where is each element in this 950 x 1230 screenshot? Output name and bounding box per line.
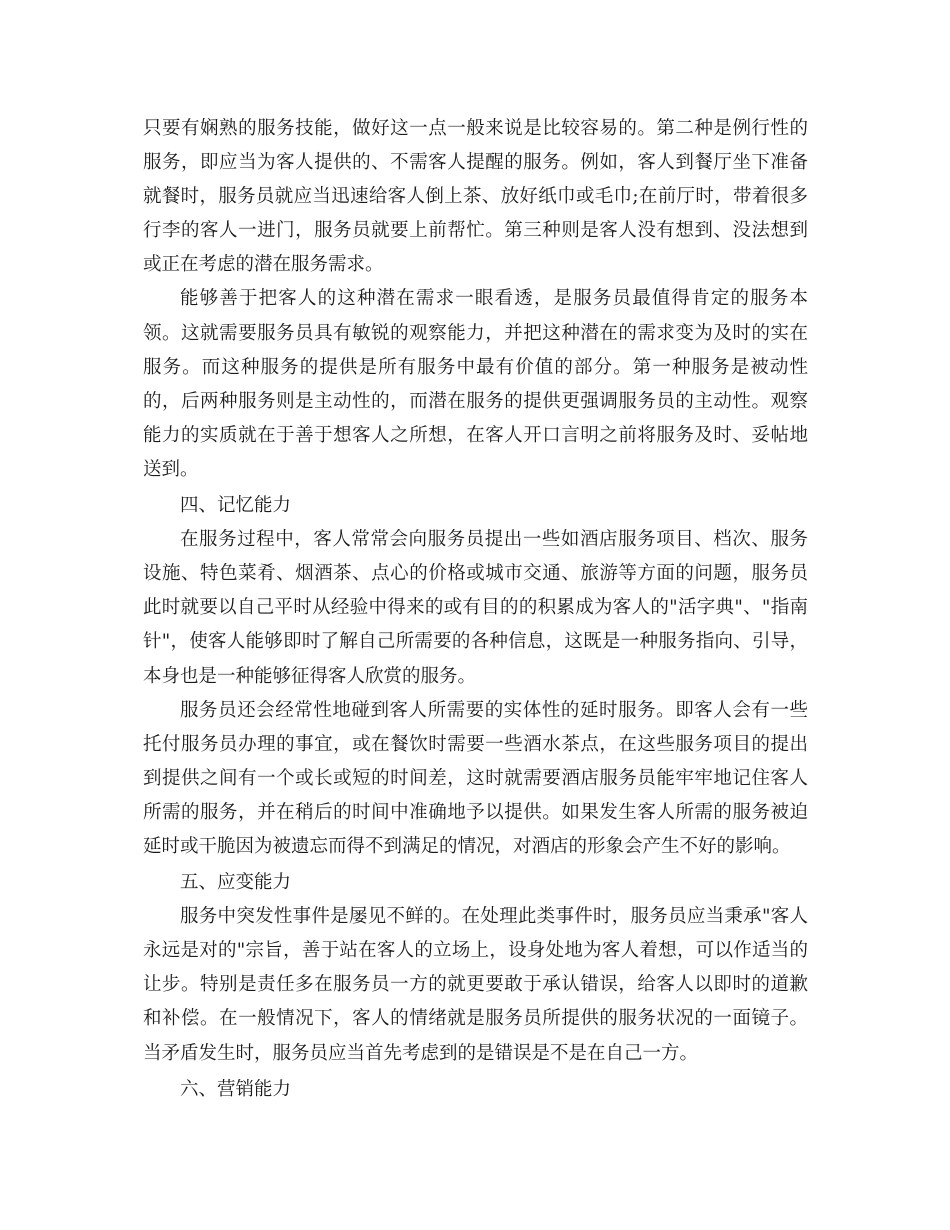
paragraph-adaptability: 服务中突发性事件是屡见不鲜的。在处理此类事件时，服务员应当秉承"客人永远是对的"宗旨，善于站在客人的立场上，设身处地为客人着想，可以作适当的让步。特别是责任多在服务员一方的就更要敢于承认错误，给客人以即时的道歉和补偿。在一般情况下，客人的情绪就是服务员所提供的服务状况的一面镜子。当矛盾发生时，服务员应当首先考虑到的是错误是不是在自己一方。 [143,906,808,1064]
section-heading-memory: 四、记忆能力 [180,495,292,517]
section-heading-marketing: 六、营销能力 [180,1078,292,1100]
paragraph-observation: 能够善于把客人的这种潜在需求一眼看透，是服务员最值得肯定的服务本领。这就需要服务员具有敏锐的观察能力，并把这种潜在的需求变为及时的实在服务。而这种服务的提供是所有服务中最有价值的部分。第一种服务是被动性的，后两种服务则是主动性的，而潜在服务的提供更强调服务员的主动性。观察能力的实质就在于善于想客人之所想，在客人开口言明之前将服务及时、妥帖地送到。 [143,288,808,480]
paragraph-memory-1: 在服务过程中，客人常常会向服务员提出一些如酒店服务项目、档次、服务设施、特色菜肴、烟酒茶、点心的价格或城市交通、旅游等方面的问题，服务员此时就要以自己平时从经验中得来的或有目的的积累成为客人的"活字典"、"指南针"，使客人能够即时了解自己所需要的各种信息，这既是一种服务指向、引导，本身也是一种能够征得客人欣赏的服务。 [143,529,808,687]
paragraph-memory-2: 服务员还会经常性地碰到客人所需要的实体性的延时服务。即客人会有一些托付服务员办理的事宜，或在餐饮时需要一些酒水茶点，在这些服务项目的提出到提供之间有一个或长或短的时间差，这时就需要酒店服务员能牢牢地记住客人所需的服务，并在稍后的时间中准确地予以提供。如果发生客人所需的服务被迫延时或干脆因为被遗忘而得不到满足的情况，对酒店的形象会产生不好的影响。 [143,699,808,857]
section-heading-adaptability: 五、应变能力 [180,872,292,894]
document-page [143,112,808,1107]
paragraph-continuation: 只要有娴熟的服务技能，做好这一点一般来说是比较容易的。第二种是例行性的服务，即应当为客人提供的、不需客人提醒的服务。例如，客人到餐厅坐下准备就餐时，服务员就应当迅速给客人倒上茶、放好纸巾或毛巾;在前厅时，带着很多行李的客人一进门，服务员就要上前帮忙。第三种则是客人没有想到、没法想到或正在考虑的潜在服务需求。 [143,118,808,276]
